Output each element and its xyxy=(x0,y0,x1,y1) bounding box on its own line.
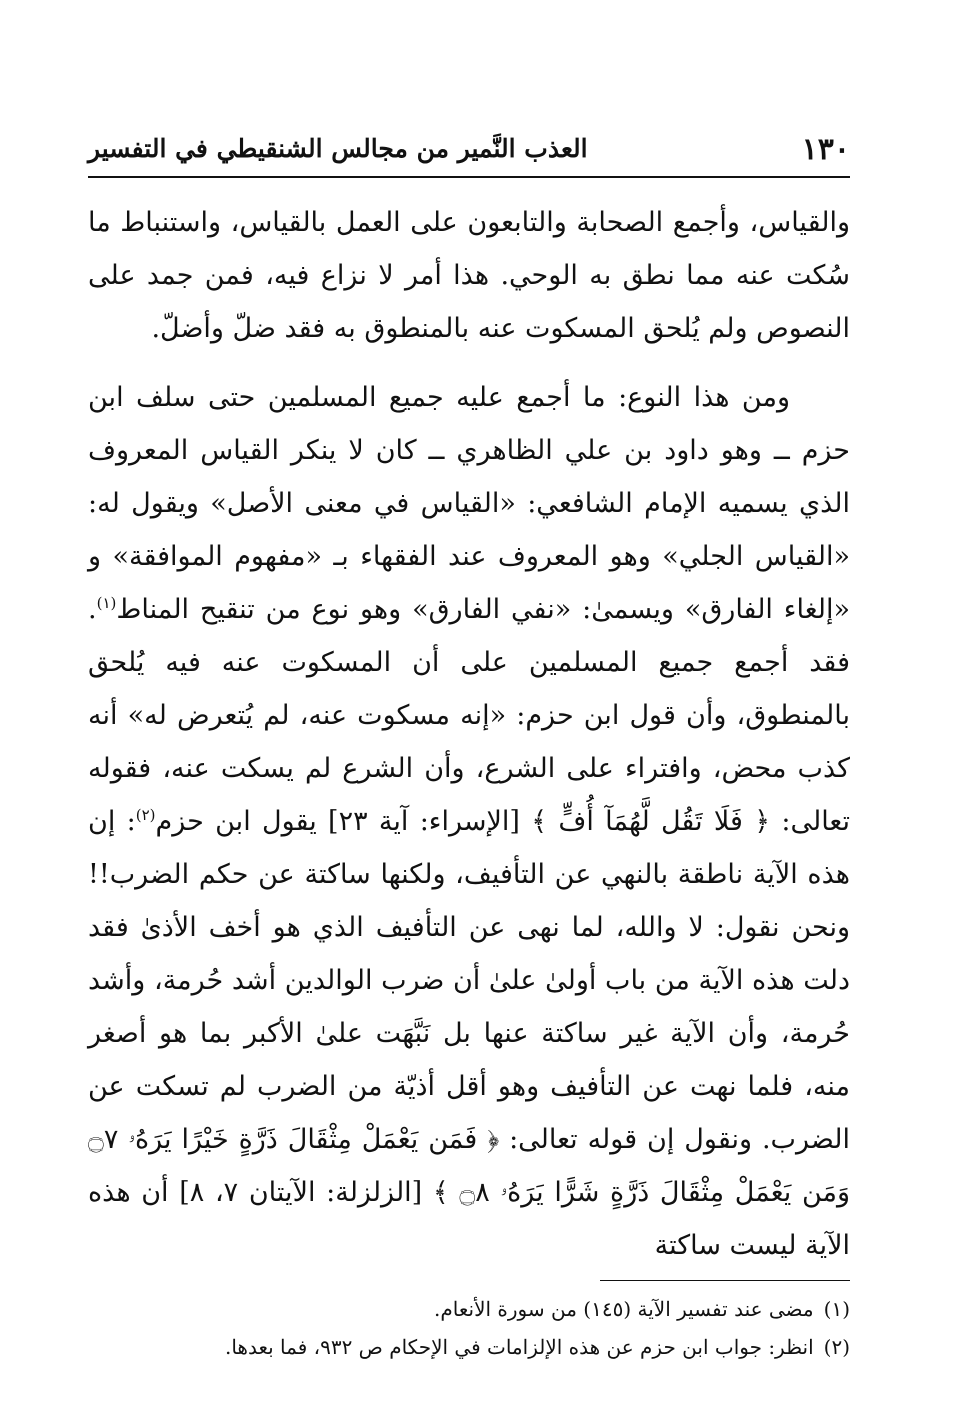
quran-verse-zalzala: ﴿ فَمَن يَعْمَلْ مِثْقَالَ ذَرَّةٍ خَيْرًا يَرَهُۥ ۝٧ وَمَن يَعْمَلْ مِثْقَالَ ذَرَّةٍ شَرًّا يَرَهُۥ ۝٨ ﴾ xyxy=(88,1124,851,1208)
text-run: . فقد أجمع جميع المسلمين على أن المسكوت عنه فيه يُلحق بالمنطوق، وأن قول ابن حزم: «إنه مسكوت عنه، لم يُتعرض له» أنه كذب محض، وافتراء على الشرع، وأن الشرع لم يسكت عنه، فقوله تعالى: xyxy=(88,594,850,837)
footnote-1 xyxy=(88,1290,850,1328)
main-text xyxy=(88,196,850,1272)
footnote-number: (٢) xyxy=(823,1335,850,1359)
footnote-text: انظر: جواب ابن حزم عن هذه الإلزامات في الإحكام ص ٩٣٢، فما بعدها. xyxy=(224,1335,814,1359)
quran-verse-isra: ﴿ فَلَا تَقُل لَّهُمَآ أُفٍّ ﴾ xyxy=(531,806,771,837)
footnote-separator xyxy=(600,1280,850,1281)
footnote-ref-2: (٢) xyxy=(135,806,156,824)
paragraph-2 xyxy=(88,371,850,1272)
paragraph-1: والقياس، وأجمع الصحابة والتابعون على العمل بالقياس، واستنباط ما سُكت عنه مما نطق به الوحي. هذا أمر لا نزاع فيه، فمن جمد على النصوص ولم يُلحق المسكوت عنه بالمنطوق به فقد ضلّ وأضلّ. xyxy=(88,207,850,344)
page-header xyxy=(88,128,850,176)
text-run: [الزلزلة: الآيتان ٧، ٨] أن هذه الآية ليست ساكتة xyxy=(88,1177,850,1261)
footnote-2 xyxy=(88,1328,850,1366)
footnotes xyxy=(88,1290,850,1366)
text-run: : إن هذه الآية ناطقة بالنهي عن التأفيف، ولكنها ساكتة عن حكم الضرب!! ونحن نقول: لا والله، لما نهى عن التأفيف الذي هو أخف الأذىٰ فقد دلت هذه الآية من باب أولىٰ علىٰ أن ضرب الوالدين أشد حُرمة، وأشد حُرمة، وأن الآية غير ساكتة عنها بل نَبَّهَت علىٰ الأكبر بما هو أصغر منه، فلما نهت عن التأفيف وهو أقل أذيّة من الضرب لم تسكت عن الضرب. ونقول إن قوله تعالى: xyxy=(88,806,850,1155)
footnote-number: (١) xyxy=(823,1297,850,1321)
running-title: العذب النَّمير من مجالس الشنقيطي في التفسير xyxy=(88,134,588,163)
header-rule xyxy=(88,176,850,178)
footnote-ref-1: (١) xyxy=(96,594,117,612)
text-run: [الإسراء: آية ٢٣] يقول ابن حزم xyxy=(155,806,532,837)
footnote-text: مضى عند تفسير الآية (١٤٥) من سورة الأنعام. xyxy=(434,1297,814,1321)
text-run: ومن هذا النوع: ما أجمع عليه جميع المسلمين حتى سلف ابن حزم ــ وهو داود بن علي الظاهري ــ كان لا ينكر القياس المعروف الذي يسميه الإمام الشافعي: «القياس في معنى الأصل» ويقول له: «القياس الجلي» وهو المعروف عند الفقهاء بـ «مفهوم الموافقة» و «إلغاء الفارق» ويسمىٰ: «نفي الفارق» وهو نوع من تنقيح المناط xyxy=(88,382,850,625)
page-number: ١٣٠ xyxy=(801,132,850,167)
